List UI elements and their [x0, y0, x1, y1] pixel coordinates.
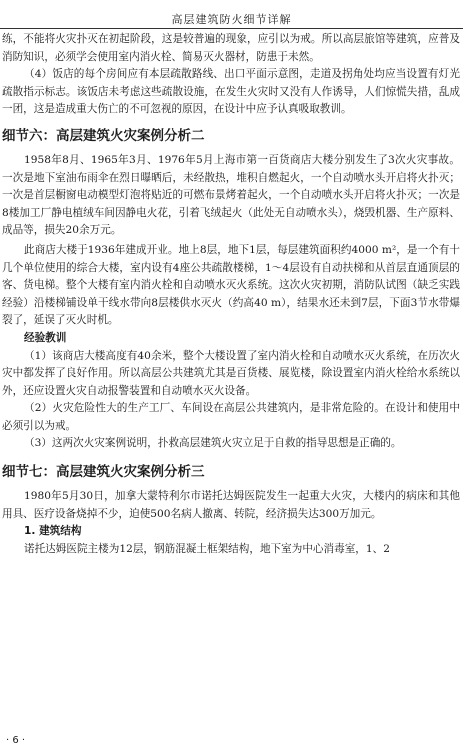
paragraph-store-building: 此商店大楼于1936年建成开业。地上8层，地下1层，每层建筑面积约4000 m²，是一个有十几个单位使用的综合大楼，室内设有4座公共疏散楼梯，1～4层设有自动扶梯和从首层直通顶层的客、货电梯。整个大楼有室内消火栓和自动喷水灭火系统。这次火灾初期，消防队试图（缺乏实践经验）沿楼梯铺设单干线水带向8层楼供水灭火（约高40 m），结果水还未到7层，下面3节水带爆裂了，延误了灭火时机。: [2, 243, 460, 327]
header-divider: [0, 28, 463, 29]
paragraph-shanghai-fires: 1958年8月、1965年3月、1976年5月上海市第一百货商店大楼分别发生了3次火灾事故。一次是地下室油布雨伞在烈日曝晒后，未经散热，堆积自燃起火，一个自动喷水头开启将火扑灭；一次是首层橱窗电动模型灯泡将贴近的可燃布景烤着起火，一个自动喷水头开启将火扑灭；一次是8楼加工厂静电植绒车间因静电火花，引着飞绒起火（此处无自动喷水头），烧毁机器、生产原料、成品等，损失20余万元。: [2, 153, 460, 237]
lessons-heading: 经验教训: [24, 331, 67, 344]
lesson-item-1: （1）该商店大楼高度有40余米，整个大楼设置了室内消火栓和自动喷水灭火系统，在历次火灾中都发挥了良好作用。所以高层公共建筑尤其是百货楼、展览楼，除设置室内消火栓给水系统以外，还应设置火灾自动报警装置和自动喷水灭火设备。: [2, 349, 460, 397]
building-structure-heading: 1. 建筑结构: [24, 525, 82, 538]
section-title-detail-6: 细节六：高层建筑火灾案例分析二: [2, 127, 205, 144]
section-title-detail-7: 细节七：高层建筑火灾案例分析三: [2, 464, 205, 481]
paragraph-building-structure: 诺托达姆医院主楼为12层，钢筋混凝土框架结构，地下室为中心消毒室，1、2: [24, 542, 390, 555]
paragraph-continued: 练，不能将火灾扑灭在初起阶段，这是较普遍的现象，应引以为戒。所以高层旅馆等建筑，应普及消防知识，必须学会使用室内消火栓、简易灭火器材，防患于未然。: [2, 33, 460, 63]
paragraph-montreal-fire: 1980年5月30日，加拿大蒙特利尔市诺托达姆医院发生一起重大火灾，大楼内的病床和其他用具、医疗设备烧掉不少，迫使500名病人撤离、转院，经济损失达300万加元。: [2, 490, 460, 520]
page-content: [2, 31, 460, 558]
running-header: 高层建筑防火细节详解: [171, 13, 292, 26]
lesson-item-3: （3）这两次火灾案例说明，扑救高层建筑火灾立足于自救的指导思想是正确的。: [24, 437, 402, 450]
paragraph-hotel-evacuation: （4）饭店的每个房间应有本层疏散路线、出口平面示意图，走道及拐角处均应当设置有灯光疏散指示标志。该饭店未考虑这些疏散设施，在发生火灾时又没有人作诱导，人们惊慌失措，乱成一团，这是造成重大伤亡的不可忽视的原因，在设计中应予认真吸取教训。: [2, 68, 460, 116]
page-number: · 6 ·: [6, 735, 26, 746]
lesson-item-2: （2）火灾危险性大的生产工厂、车间设在高层公共建筑内，是非常危险的。在设计和使用中必须引以为戒。: [2, 402, 460, 432]
